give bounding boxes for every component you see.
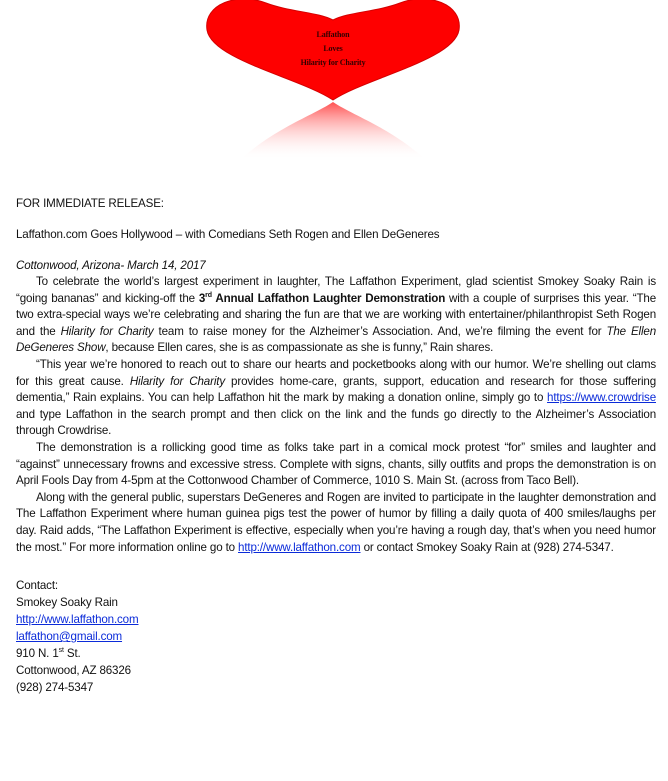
paragraph-1 — [16, 274, 656, 357]
heart-graphic — [0, 0, 668, 172]
p1-event-name: Annual Laffathon Laughter Demonstration — [211, 291, 446, 305]
contact-address-line1 — [16, 645, 656, 662]
p1-hilarity: Hilarity for Charity — [60, 324, 154, 338]
contact-email-link[interactable]: laffathon@gmail.com — [16, 630, 123, 644]
heart-logo — [0, 0, 668, 172]
p1-text-c: with a couple of surprises this year. “The two extra-special ways we’re celebrating and sharing the fun are that we are working with entertainer/philanthropist Seth Rogen and the — [16, 291, 657, 338]
heart-text-line3: Hilarity for Charity — [300, 58, 366, 67]
p1-ellen-show: The Ellen DeGeneres Show — [16, 324, 657, 355]
p2-text-a: “This year we’re honored to reach out to share our hearts and pocketbooks along with our humor. We’re shelling out clams for this great cause. — [16, 357, 656, 388]
heart-reflection — [240, 102, 426, 160]
p1-edition-sup: rd — [205, 291, 212, 299]
address1-num: 910 N. 1 — [16, 647, 59, 661]
crowdrise-link[interactable]: https://www.crowdrise — [547, 391, 656, 405]
paragraph-4 — [16, 490, 656, 556]
contact-website-link[interactable]: http://www.laffathon.com — [16, 613, 139, 627]
paragraph-2 — [16, 357, 656, 440]
laffathon-link[interactable]: http://www.laffathon.com — [238, 540, 361, 554]
heart-text-line1: Laffathon — [316, 30, 350, 39]
p1-text-a: To celebrate the world’s largest experiment in laughter, The Laffathon Experiment, glad scientist Smokey Soaky Rain is “going bananas” and kicking-off the — [16, 275, 656, 305]
contact-block — [16, 577, 656, 696]
p2-text-c: provides home-care, grants, support, education and research for those suffering dementia,” Rain explains. You can help Laffathon hit the mark by making a donation online, simply go to — [16, 374, 657, 405]
contact-label: Contact: — [16, 579, 58, 593]
paragraph-3: The demonstration is a rollicking good time as folks take part in a comical mock protest “for” smiles and laughter and “against” unnecessary frowns and excessive stress. Complete with signs, chants, silly outfits and props the demonstration is on April Fools Day from 4-5pm at the Cottonwood Chamber of Commerce, 1010 S. Main St. (across from Taco Bell). — [16, 440, 656, 488]
p4-text-a: Along with the general public, superstars DeGeneres and Rogen are invited to participate in the laughter demonstration and The Laffathon Experiment where human guinea pigs test the power of humor by filling a daily quota of 400 smiles/laughs per day. Raid adds, “The Laffathon Experiment is effective, especially when you’re having a rough day, that’s when you need humor the most.” For more information online go to — [16, 490, 656, 554]
p2-hilarity: Hilarity for Charity — [129, 374, 225, 388]
heart-text-line2: Loves — [323, 44, 343, 53]
contact-address-line2: Cottonwood, AZ 86326 — [16, 664, 131, 678]
p4-text-b: or contact Smokey Soaky Rain at (928) 274-5347. — [360, 540, 614, 554]
dateline: Cottonwood, Arizona- March 14, 2017 — [16, 259, 206, 272]
p1-edition-num: 3 — [198, 291, 206, 305]
p2-text-d: and type Laffathon in the search prompt and then click on the link and the funds go directly to the Alzheimer’s Association through Crowdrise. — [16, 407, 656, 438]
p1-text-g: , because Ellen cares, she is as compassionate as she is funny,” Rain shares. — [105, 341, 494, 355]
headline: Laffathon.com Goes Hollywood – with Comedians Seth Rogen and Ellen DeGeneres — [16, 228, 440, 241]
contact-phone: (928) 274-5347 — [16, 681, 94, 695]
press-release — [16, 196, 656, 696]
address1-sup: st — [58, 647, 64, 655]
p1-text-e: team to raise money for the Alzheimer’s Association. And, we’re filming the event for — [153, 324, 607, 338]
contact-name: Smokey Soaky Rain — [16, 596, 118, 610]
release-label: FOR IMMEDIATE RELEASE: — [16, 197, 164, 210]
address1-rest: St. — [63, 647, 81, 661]
